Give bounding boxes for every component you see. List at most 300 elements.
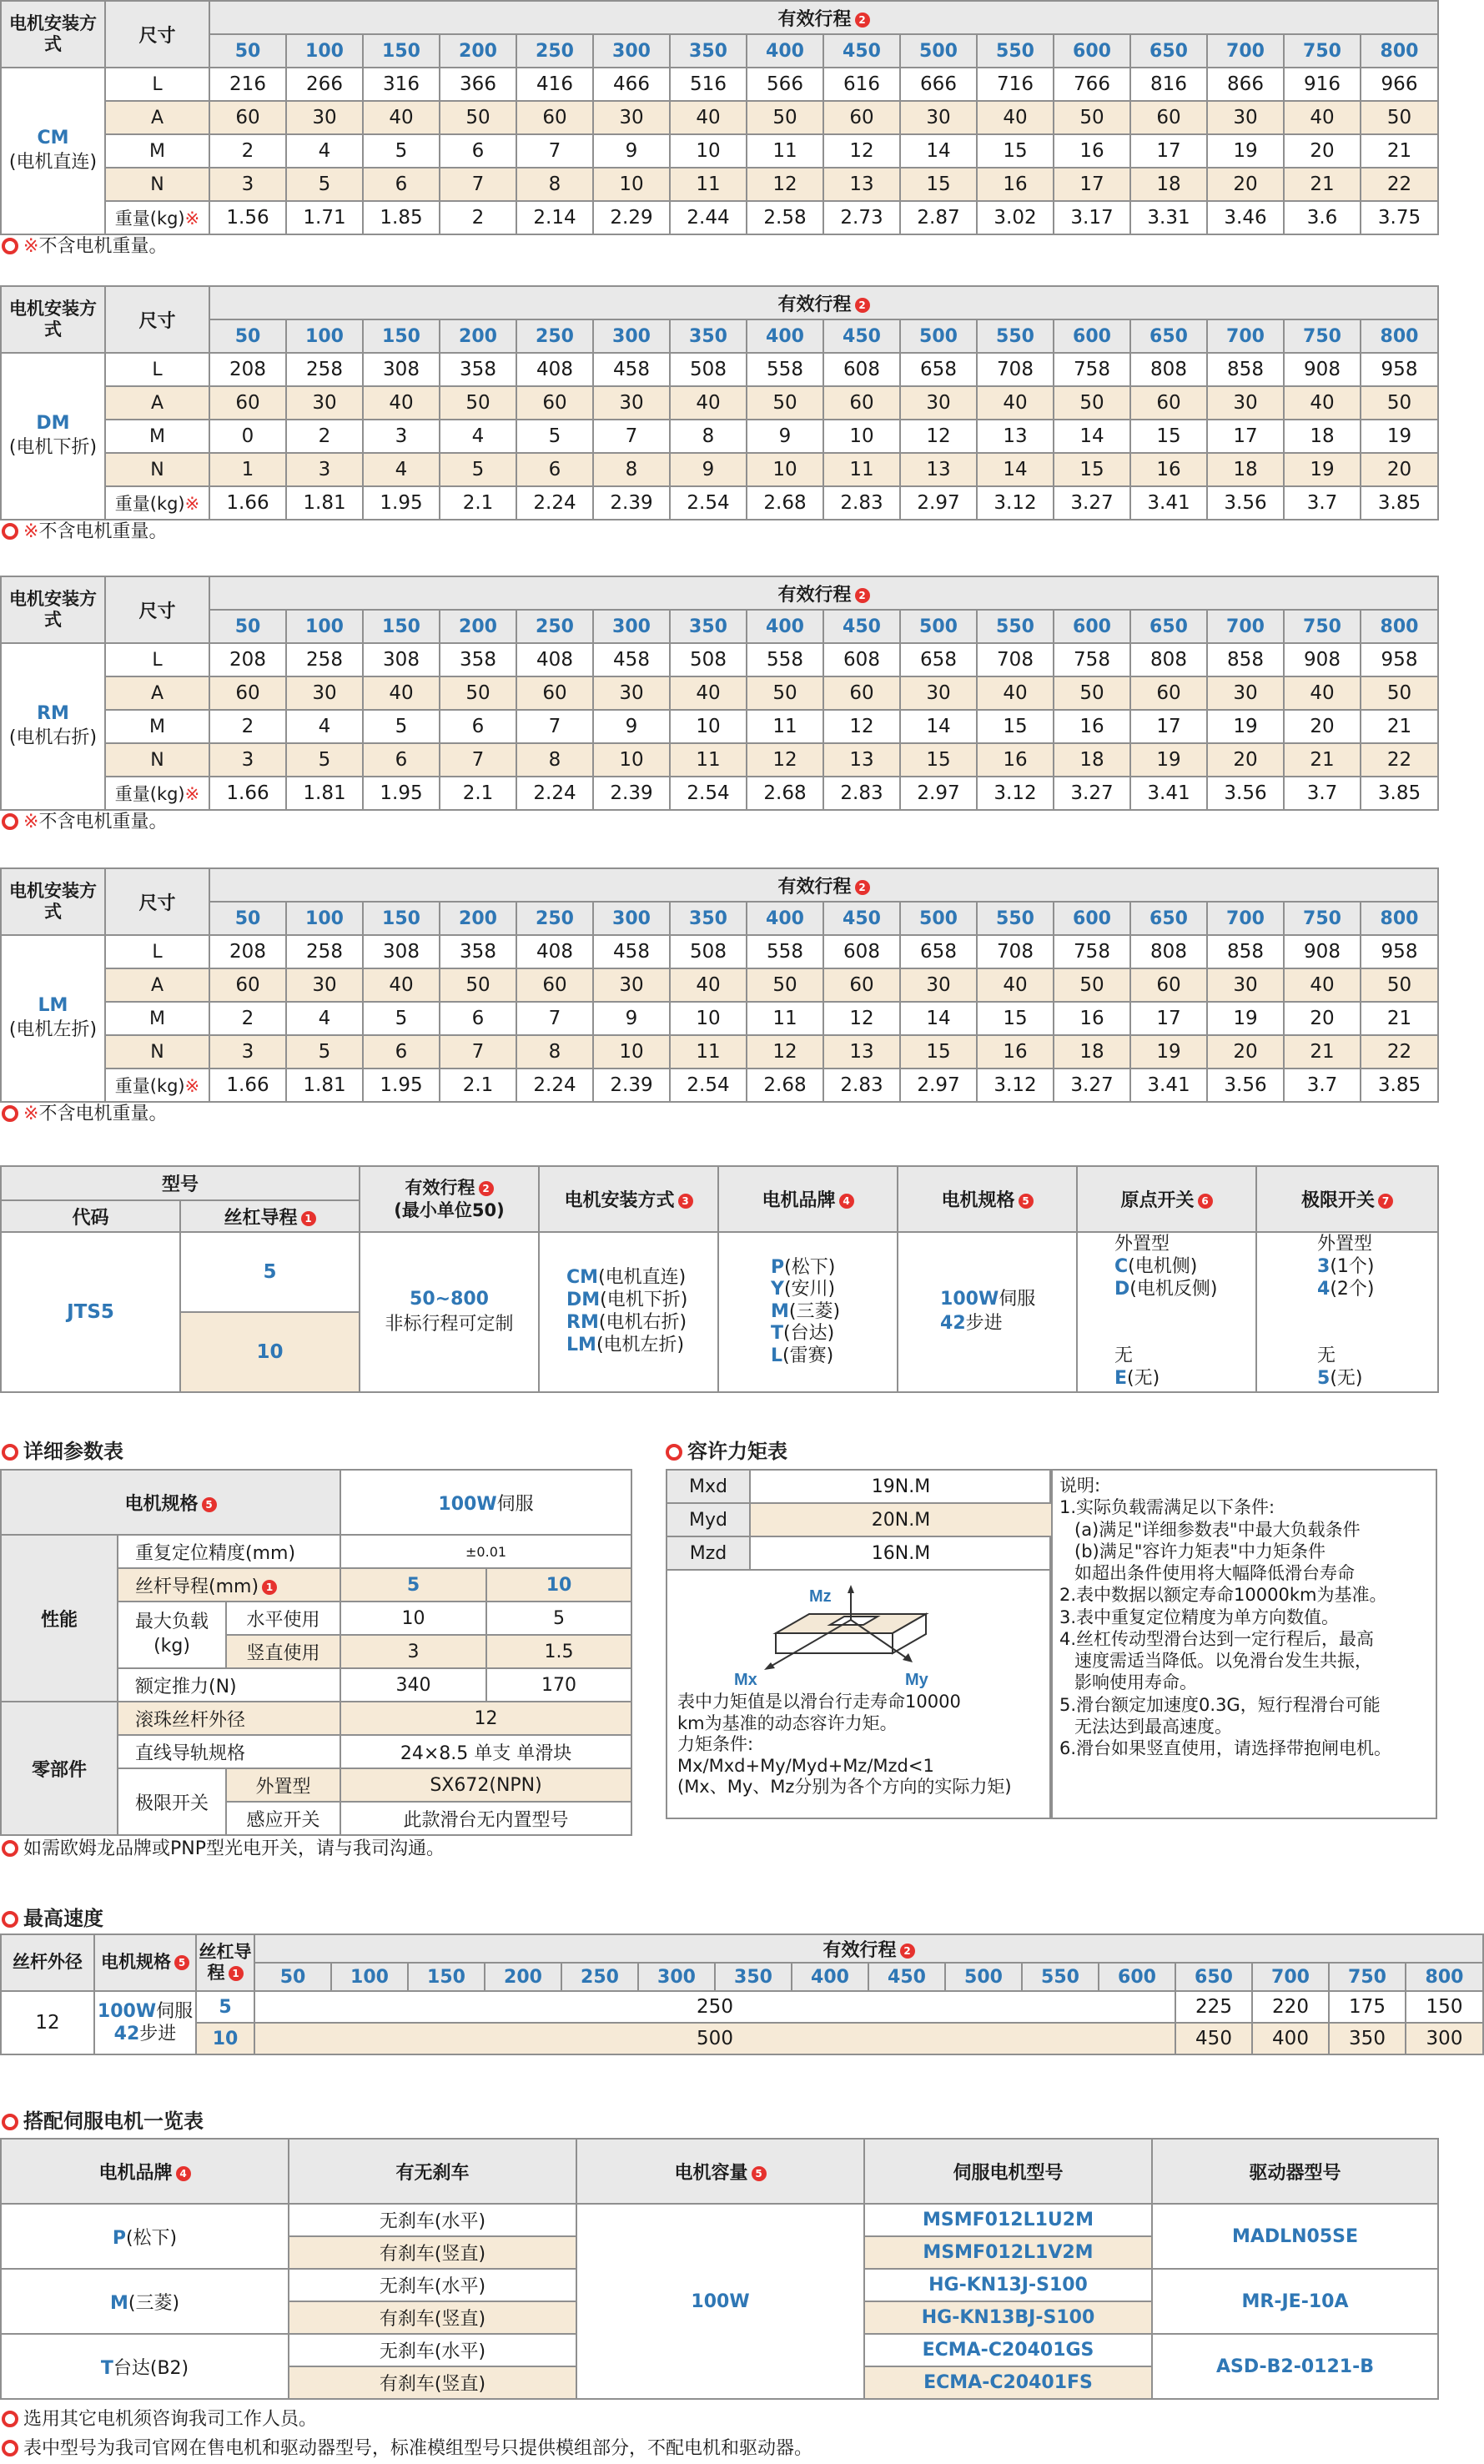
value-cell: 60 bbox=[823, 676, 900, 710]
value-cell: 2.68 bbox=[747, 486, 823, 520]
order-code-table bbox=[0, 1165, 1439, 1393]
brand-name: (松下) bbox=[784, 1257, 836, 1279]
moment-label: Mzd bbox=[667, 1536, 750, 1570]
value-cell: 2.83 bbox=[823, 486, 900, 520]
value-cell: 2.68 bbox=[747, 1069, 823, 1102]
value-cell: 708 bbox=[977, 935, 1054, 968]
value-cell: 30 bbox=[286, 968, 363, 1002]
value-cell: 708 bbox=[977, 643, 1054, 676]
moment-value: 20N.M bbox=[750, 1503, 1052, 1536]
value-cell: 258 bbox=[286, 935, 363, 968]
stroke-col-800: 800 bbox=[1361, 319, 1438, 353]
value-cell: 408 bbox=[516, 935, 593, 968]
mount-code-cell: LM (电机左折) bbox=[1, 935, 105, 1102]
value-cell: 17 bbox=[1130, 1002, 1207, 1035]
speed-stroke-750: 750 bbox=[1329, 1963, 1406, 1991]
value-cell: 216 bbox=[209, 68, 286, 101]
value-cell: 1.66 bbox=[209, 486, 286, 520]
size-header-label: 尺寸 bbox=[105, 576, 209, 643]
value-cell: 12 bbox=[900, 420, 977, 453]
value-cell: 18 bbox=[1054, 743, 1130, 777]
explain-line: 3.表中重复定位精度为单方向数值。 bbox=[1059, 1607, 1340, 1627]
stroke-col-450: 450 bbox=[823, 319, 900, 353]
value-cell: 6 bbox=[440, 710, 516, 743]
value-cell: 3.7 bbox=[1284, 777, 1361, 810]
order-home-header: 原点开关 6 bbox=[1077, 1166, 1256, 1232]
explain-line: 1.实际负载需满足以下条件: bbox=[1059, 1497, 1275, 1518]
explain-line: (b)满足"容许力矩表"中力矩条件 bbox=[1074, 1541, 1326, 1561]
stroke-col-150: 150 bbox=[363, 902, 440, 935]
value-cell: 17 bbox=[1130, 710, 1207, 743]
order-mount-list bbox=[539, 1232, 718, 1392]
mount-code: CM bbox=[566, 1267, 599, 1289]
mount-table-cm bbox=[0, 0, 1439, 235]
value-cell: 30 bbox=[593, 101, 670, 134]
value-cell: 758 bbox=[1054, 643, 1130, 676]
servo-note-1: 选用其它电机须咨询我司工作人员。 bbox=[2, 2405, 317, 2431]
value-cell: 3 bbox=[286, 453, 363, 486]
detail-t10: 170 bbox=[486, 1668, 631, 1702]
value-cell: 30 bbox=[593, 968, 670, 1002]
stroke-col-350: 350 bbox=[670, 902, 747, 935]
value-cell: 5 bbox=[363, 1002, 440, 1035]
value-cell: 258 bbox=[286, 643, 363, 676]
value-cell: 13 bbox=[823, 1035, 900, 1069]
value-cell: 40 bbox=[1284, 386, 1361, 420]
value-cell: 50 bbox=[440, 676, 516, 710]
value-cell: 3 bbox=[209, 1035, 286, 1069]
brand-code: L bbox=[771, 1345, 783, 1366]
value-cell: 2.39 bbox=[593, 777, 670, 810]
value-cell: 50 bbox=[1361, 676, 1438, 710]
mount-table-lm bbox=[0, 867, 1439, 1103]
value-cell: 1.81 bbox=[286, 1069, 363, 1102]
value-cell: 1.66 bbox=[209, 777, 286, 810]
mount-name: (电机左折) bbox=[596, 1334, 685, 1355]
value-cell: 60 bbox=[823, 386, 900, 420]
order-brand-list bbox=[718, 1232, 898, 1392]
value-cell: 458 bbox=[593, 935, 670, 968]
stroke-col-600: 600 bbox=[1054, 610, 1130, 643]
speed-row10-800: 300 bbox=[1406, 2023, 1483, 2054]
value-cell: 1.56 bbox=[209, 201, 286, 234]
servo-brake: 无刹车(水平) bbox=[289, 2334, 576, 2366]
detail-guide-label: 直线导轨规格 bbox=[118, 1735, 340, 1768]
value-cell: 608 bbox=[823, 643, 900, 676]
detail-spec-label: 电机规格 5 bbox=[1, 1470, 340, 1535]
value-cell: 3 bbox=[363, 420, 440, 453]
stroke-col-500: 500 bbox=[900, 34, 977, 68]
value-cell: 15 bbox=[977, 710, 1054, 743]
stroke-header: 有效行程 2 bbox=[209, 1, 1438, 34]
detail-sensor-value: 此款滑台无内置型号 bbox=[340, 1802, 631, 1835]
value-cell: 6 bbox=[440, 1002, 516, 1035]
value-cell: 2.97 bbox=[900, 777, 977, 810]
mount-name: (电机直连) bbox=[598, 1267, 687, 1289]
value-cell: 60 bbox=[1130, 676, 1207, 710]
mount-code-cell: CM (电机直连) bbox=[1, 68, 105, 234]
value-cell: 21 bbox=[1284, 168, 1361, 201]
value-cell: 508 bbox=[670, 935, 747, 968]
value-cell: 316 bbox=[363, 68, 440, 101]
explain-line: 影响使用寿命。 bbox=[1074, 1672, 1197, 1693]
value-cell: 2.54 bbox=[670, 486, 747, 520]
note-text: 不含电机重量。 bbox=[38, 236, 168, 257]
stroke-col-450: 450 bbox=[823, 34, 900, 68]
stroke-col-150: 150 bbox=[363, 610, 440, 643]
value-cell: 16 bbox=[1054, 710, 1130, 743]
speed-stroke-300: 300 bbox=[638, 1963, 715, 1991]
speed-stroke-150: 150 bbox=[408, 1963, 485, 1991]
speed-stroke-650: 650 bbox=[1175, 1963, 1252, 1991]
value-cell: 208 bbox=[209, 935, 286, 968]
value-cell: 19 bbox=[1207, 134, 1284, 168]
value-cell: 2.54 bbox=[670, 1069, 747, 1102]
value-cell: 12 bbox=[747, 743, 823, 777]
detail-sensor-label: 感应开关 bbox=[226, 1802, 340, 1835]
value-cell: 30 bbox=[286, 676, 363, 710]
value-cell: 17 bbox=[1054, 168, 1130, 201]
servo-brake: 有刹车(竖直) bbox=[289, 2366, 576, 2399]
row-label-m: M bbox=[105, 1002, 209, 1035]
stroke-col-650: 650 bbox=[1130, 319, 1207, 353]
brand-name: (安川) bbox=[783, 1279, 836, 1300]
value-cell: 558 bbox=[747, 643, 823, 676]
value-cell: 858 bbox=[1207, 353, 1284, 386]
stroke-col-150: 150 bbox=[363, 319, 440, 353]
moment-label: Myd bbox=[667, 1503, 750, 1536]
value-cell: 19 bbox=[1130, 743, 1207, 777]
explain-line: 速度需适当降低。以免滑台发生共振， bbox=[1074, 1651, 1372, 1671]
value-cell: 3.7 bbox=[1284, 1069, 1361, 1102]
value-cell: 458 bbox=[593, 353, 670, 386]
value-cell: 2.83 bbox=[823, 777, 900, 810]
speed-stroke-800: 800 bbox=[1406, 1963, 1483, 1991]
stroke-col-650: 650 bbox=[1130, 902, 1207, 935]
value-cell: 50 bbox=[440, 386, 516, 420]
value-cell: 20 bbox=[1284, 134, 1361, 168]
value-cell: 3.85 bbox=[1361, 1069, 1438, 1102]
value-cell: 958 bbox=[1361, 643, 1438, 676]
value-cell: 9 bbox=[593, 710, 670, 743]
value-cell: 758 bbox=[1054, 353, 1130, 386]
value-cell: 4 bbox=[286, 710, 363, 743]
stroke-col-750: 750 bbox=[1284, 34, 1361, 68]
detail-title: 详细参数表 bbox=[2, 1435, 123, 1464]
value-cell: 21 bbox=[1361, 1002, 1438, 1035]
value-cell: 18 bbox=[1130, 168, 1207, 201]
value-cell: 17 bbox=[1207, 420, 1284, 453]
value-cell: 2.14 bbox=[516, 201, 593, 234]
speed-row5-750: 175 bbox=[1329, 1991, 1406, 2023]
value-cell: 266 bbox=[286, 68, 363, 101]
value-cell: 60 bbox=[516, 386, 593, 420]
stroke-col-750: 750 bbox=[1284, 610, 1361, 643]
value-cell: 3.41 bbox=[1130, 777, 1207, 810]
value-cell: 2 bbox=[209, 1002, 286, 1035]
value-cell: 11 bbox=[747, 1002, 823, 1035]
speed-row10-650: 450 bbox=[1175, 2023, 1252, 2054]
value-cell: 20 bbox=[1284, 710, 1361, 743]
value-cell: 3.85 bbox=[1361, 777, 1438, 810]
value-cell: 808 bbox=[1130, 643, 1207, 676]
value-cell: 50 bbox=[1361, 386, 1438, 420]
value-cell: 7 bbox=[516, 1002, 593, 1035]
value-cell: 2 bbox=[440, 201, 516, 234]
mount-code: DM bbox=[566, 1290, 601, 1311]
note-text: 不含电机重量。 bbox=[38, 812, 168, 832]
mount-code: LM bbox=[566, 1334, 596, 1355]
brand-code: T bbox=[771, 1323, 784, 1345]
value-cell: 7 bbox=[440, 168, 516, 201]
value-cell: 11 bbox=[823, 453, 900, 486]
value-cell: 5 bbox=[286, 1035, 363, 1069]
value-cell: 3.85 bbox=[1361, 486, 1438, 520]
detail-maxload-label: 最大负载(kg) bbox=[118, 1602, 226, 1668]
moment-text-line: 力矩条件: bbox=[677, 1734, 754, 1755]
value-cell: 60 bbox=[823, 101, 900, 134]
value-cell: 308 bbox=[363, 643, 440, 676]
explain-line: 5.滑台额定加速度0.3G，短行程滑台可能 bbox=[1059, 1694, 1381, 1715]
value-cell: 30 bbox=[1207, 676, 1284, 710]
servo-header: 有无刹车 bbox=[289, 2139, 576, 2204]
detail-h10: 5 bbox=[486, 1602, 631, 1635]
row-label-n: N bbox=[105, 743, 209, 777]
no-motor-weight-note: ※不含电机重量。 bbox=[2, 517, 167, 543]
moment-diagram bbox=[717, 1576, 968, 1702]
value-cell: 4 bbox=[286, 134, 363, 168]
value-cell: 666 bbox=[900, 68, 977, 101]
stroke-col-400: 400 bbox=[747, 902, 823, 935]
stroke-col-100: 100 bbox=[286, 610, 363, 643]
detail-ballscrew-value: 12 bbox=[340, 1702, 631, 1735]
value-cell: 11 bbox=[670, 1035, 747, 1069]
detail-ext-value: SX672(NPN) bbox=[340, 1768, 631, 1802]
explain-line: 6.滑台如果竖直使用，请选择带抱闸电机。 bbox=[1059, 1738, 1392, 1758]
value-cell: 16 bbox=[1054, 1002, 1130, 1035]
value-cell: 566 bbox=[747, 68, 823, 101]
value-cell: 516 bbox=[670, 68, 747, 101]
value-cell: 2.1 bbox=[440, 486, 516, 520]
servo-table bbox=[0, 2138, 1439, 2400]
value-cell: 40 bbox=[670, 101, 747, 134]
value-cell: 2.87 bbox=[900, 201, 977, 234]
stroke-col-600: 600 bbox=[1054, 902, 1130, 935]
speed-stroke-header: 有效行程 2 bbox=[254, 1934, 1483, 1963]
stroke-col-350: 350 bbox=[670, 34, 747, 68]
value-cell: 9 bbox=[670, 453, 747, 486]
order-spec-header: 电机规格 5 bbox=[898, 1166, 1077, 1232]
stroke-col-600: 600 bbox=[1054, 319, 1130, 353]
value-cell: 30 bbox=[1207, 386, 1284, 420]
value-cell: 0 bbox=[209, 420, 286, 453]
value-cell: 3.75 bbox=[1361, 201, 1438, 234]
value-cell: 10 bbox=[670, 710, 747, 743]
value-cell: 13 bbox=[823, 743, 900, 777]
value-cell: 60 bbox=[516, 968, 593, 1002]
value-cell: 10 bbox=[593, 743, 670, 777]
value-cell: 60 bbox=[516, 101, 593, 134]
value-cell: 808 bbox=[1130, 353, 1207, 386]
value-cell: 40 bbox=[1284, 676, 1361, 710]
speed-table bbox=[0, 1933, 1484, 2055]
value-cell: 2.83 bbox=[823, 1069, 900, 1102]
value-cell: 3 bbox=[209, 168, 286, 201]
stroke-col-500: 500 bbox=[900, 610, 977, 643]
row-label-m: M bbox=[105, 710, 209, 743]
detail-params-table bbox=[0, 1469, 632, 1836]
speed-stroke-350: 350 bbox=[715, 1963, 792, 1991]
value-cell: 50 bbox=[1054, 386, 1130, 420]
value-cell: 30 bbox=[593, 676, 670, 710]
row-label-n: N bbox=[105, 168, 209, 201]
speed-title: 最高速度 bbox=[2, 1902, 103, 1931]
servo-driver-model: MR-JE-10A bbox=[1152, 2269, 1438, 2334]
moment-axis-my: My bbox=[905, 1671, 928, 1689]
value-cell: 16 bbox=[977, 743, 1054, 777]
value-cell: 3.46 bbox=[1207, 201, 1284, 234]
speed-stroke-600: 600 bbox=[1099, 1963, 1175, 1991]
value-cell: 10 bbox=[593, 168, 670, 201]
speed-stroke-450: 450 bbox=[868, 1963, 945, 1991]
speed-stroke-550: 550 bbox=[1022, 1963, 1099, 1991]
value-cell: 13 bbox=[977, 420, 1054, 453]
value-cell: 30 bbox=[900, 386, 977, 420]
size-header-label: 尺寸 bbox=[105, 868, 209, 935]
speed-dia-value: 12 bbox=[1, 1991, 94, 2054]
value-cell: 3.41 bbox=[1130, 1069, 1207, 1102]
value-cell: 2.24 bbox=[516, 777, 593, 810]
value-cell: 3.17 bbox=[1054, 201, 1130, 234]
row-label-l: L bbox=[105, 935, 209, 968]
servo-motor-model: MSMF012L1V2M bbox=[864, 2236, 1152, 2269]
moment-value: 16N.M bbox=[750, 1536, 1052, 1570]
value-cell: 908 bbox=[1284, 643, 1361, 676]
order-stroke-header: 有效行程 2 (最小单位50) bbox=[360, 1166, 539, 1232]
stroke-col-200: 200 bbox=[440, 610, 516, 643]
value-cell: 60 bbox=[1130, 968, 1207, 1002]
value-cell: 6 bbox=[440, 134, 516, 168]
detail-t5: 340 bbox=[340, 1668, 486, 1702]
value-cell: 3.31 bbox=[1130, 201, 1207, 234]
value-cell: 30 bbox=[900, 676, 977, 710]
value-cell: 2 bbox=[286, 420, 363, 453]
value-cell: 2.24 bbox=[516, 486, 593, 520]
detail-limit-label: 极限开关 bbox=[118, 1768, 226, 1835]
value-cell: 40 bbox=[1284, 968, 1361, 1002]
stroke-col-300: 300 bbox=[593, 902, 670, 935]
detail-v5: 3 bbox=[340, 1635, 486, 1668]
value-cell: 916 bbox=[1284, 68, 1361, 101]
stroke-col-300: 300 bbox=[593, 319, 670, 353]
detail-perf-label: 性能 bbox=[1, 1535, 118, 1702]
stroke-col-550: 550 bbox=[977, 319, 1054, 353]
value-cell: 60 bbox=[209, 101, 286, 134]
value-cell: 3.56 bbox=[1207, 1069, 1284, 1102]
value-cell: 766 bbox=[1054, 68, 1130, 101]
order-stroke-value: 50~800 非标行程可定制 bbox=[360, 1232, 539, 1392]
value-cell: 40 bbox=[670, 968, 747, 1002]
value-cell: 60 bbox=[209, 968, 286, 1002]
value-cell: 1.81 bbox=[286, 486, 363, 520]
value-cell: 1 bbox=[209, 453, 286, 486]
speed-dia-header: 丝杆外径 bbox=[1, 1934, 94, 1991]
servo-header: 驱动器型号 bbox=[1152, 2139, 1438, 2204]
value-cell: 50 bbox=[440, 101, 516, 134]
speed-row5-700: 220 bbox=[1252, 1991, 1329, 2023]
row-label-weight: 重量(kg)※ bbox=[105, 201, 209, 234]
row-label-a: A bbox=[105, 968, 209, 1002]
value-cell: 50 bbox=[1054, 676, 1130, 710]
servo-motor-model: ECMA-C20401FS bbox=[864, 2366, 1152, 2399]
value-cell: 658 bbox=[900, 935, 977, 968]
value-cell: 5 bbox=[286, 743, 363, 777]
value-cell: 30 bbox=[1207, 101, 1284, 134]
value-cell: 716 bbox=[977, 68, 1054, 101]
value-cell: 3.56 bbox=[1207, 777, 1284, 810]
row-label-a: A bbox=[105, 386, 209, 420]
row-label-m: M bbox=[105, 134, 209, 168]
value-cell: 19 bbox=[1130, 1035, 1207, 1069]
value-cell: 19 bbox=[1284, 453, 1361, 486]
value-cell: 6 bbox=[516, 453, 593, 486]
stroke-header: 有效行程 2 bbox=[209, 286, 1438, 319]
value-cell: 7 bbox=[440, 743, 516, 777]
value-cell: 3.7 bbox=[1284, 486, 1361, 520]
value-cell: 2.44 bbox=[670, 201, 747, 234]
moment-table bbox=[666, 1469, 1053, 1571]
detail-guide-value: 24×8.5 单支 单滑块 bbox=[340, 1735, 631, 1768]
value-cell: 17 bbox=[1130, 134, 1207, 168]
value-cell: 21 bbox=[1284, 743, 1361, 777]
stroke-col-800: 800 bbox=[1361, 34, 1438, 68]
value-cell: 40 bbox=[977, 386, 1054, 420]
value-cell: 366 bbox=[440, 68, 516, 101]
value-cell: 508 bbox=[670, 353, 747, 386]
value-cell: 966 bbox=[1361, 68, 1438, 101]
moment-text bbox=[677, 1692, 1012, 1798]
row-label-n: N bbox=[105, 453, 209, 486]
speed-stroke-700: 700 bbox=[1252, 1963, 1329, 1991]
value-cell: 8 bbox=[670, 420, 747, 453]
stroke-col-50: 50 bbox=[209, 319, 286, 353]
brand-name: (三菱) bbox=[788, 1300, 841, 1322]
value-cell: 15 bbox=[1130, 420, 1207, 453]
no-motor-weight-note: ※不含电机重量。 bbox=[2, 807, 167, 833]
value-cell: 20 bbox=[1361, 453, 1438, 486]
value-cell: 4 bbox=[286, 1002, 363, 1035]
value-cell: 50 bbox=[440, 968, 516, 1002]
speed-row10-base: 500 bbox=[254, 2023, 1175, 2054]
value-cell: 608 bbox=[823, 935, 900, 968]
speed-stroke-100: 100 bbox=[331, 1963, 408, 1991]
value-cell: 20 bbox=[1207, 743, 1284, 777]
value-cell: 4 bbox=[363, 453, 440, 486]
explain-line: 说明: bbox=[1059, 1476, 1101, 1496]
detail-horizontal-label: 水平使用 bbox=[226, 1602, 340, 1635]
order-brand-header: 电机品牌 4 bbox=[718, 1166, 898, 1232]
servo-brand: T台达(B2) bbox=[1, 2334, 289, 2399]
value-cell: 14 bbox=[977, 453, 1054, 486]
speed-row5-800: 150 bbox=[1406, 1991, 1483, 2023]
value-cell: 658 bbox=[900, 643, 977, 676]
value-cell: 16 bbox=[977, 168, 1054, 201]
stroke-col-200: 200 bbox=[440, 34, 516, 68]
value-cell: 30 bbox=[286, 101, 363, 134]
value-cell: 8 bbox=[593, 453, 670, 486]
mount-code: RM bbox=[566, 1312, 599, 1333]
value-cell: 208 bbox=[209, 353, 286, 386]
